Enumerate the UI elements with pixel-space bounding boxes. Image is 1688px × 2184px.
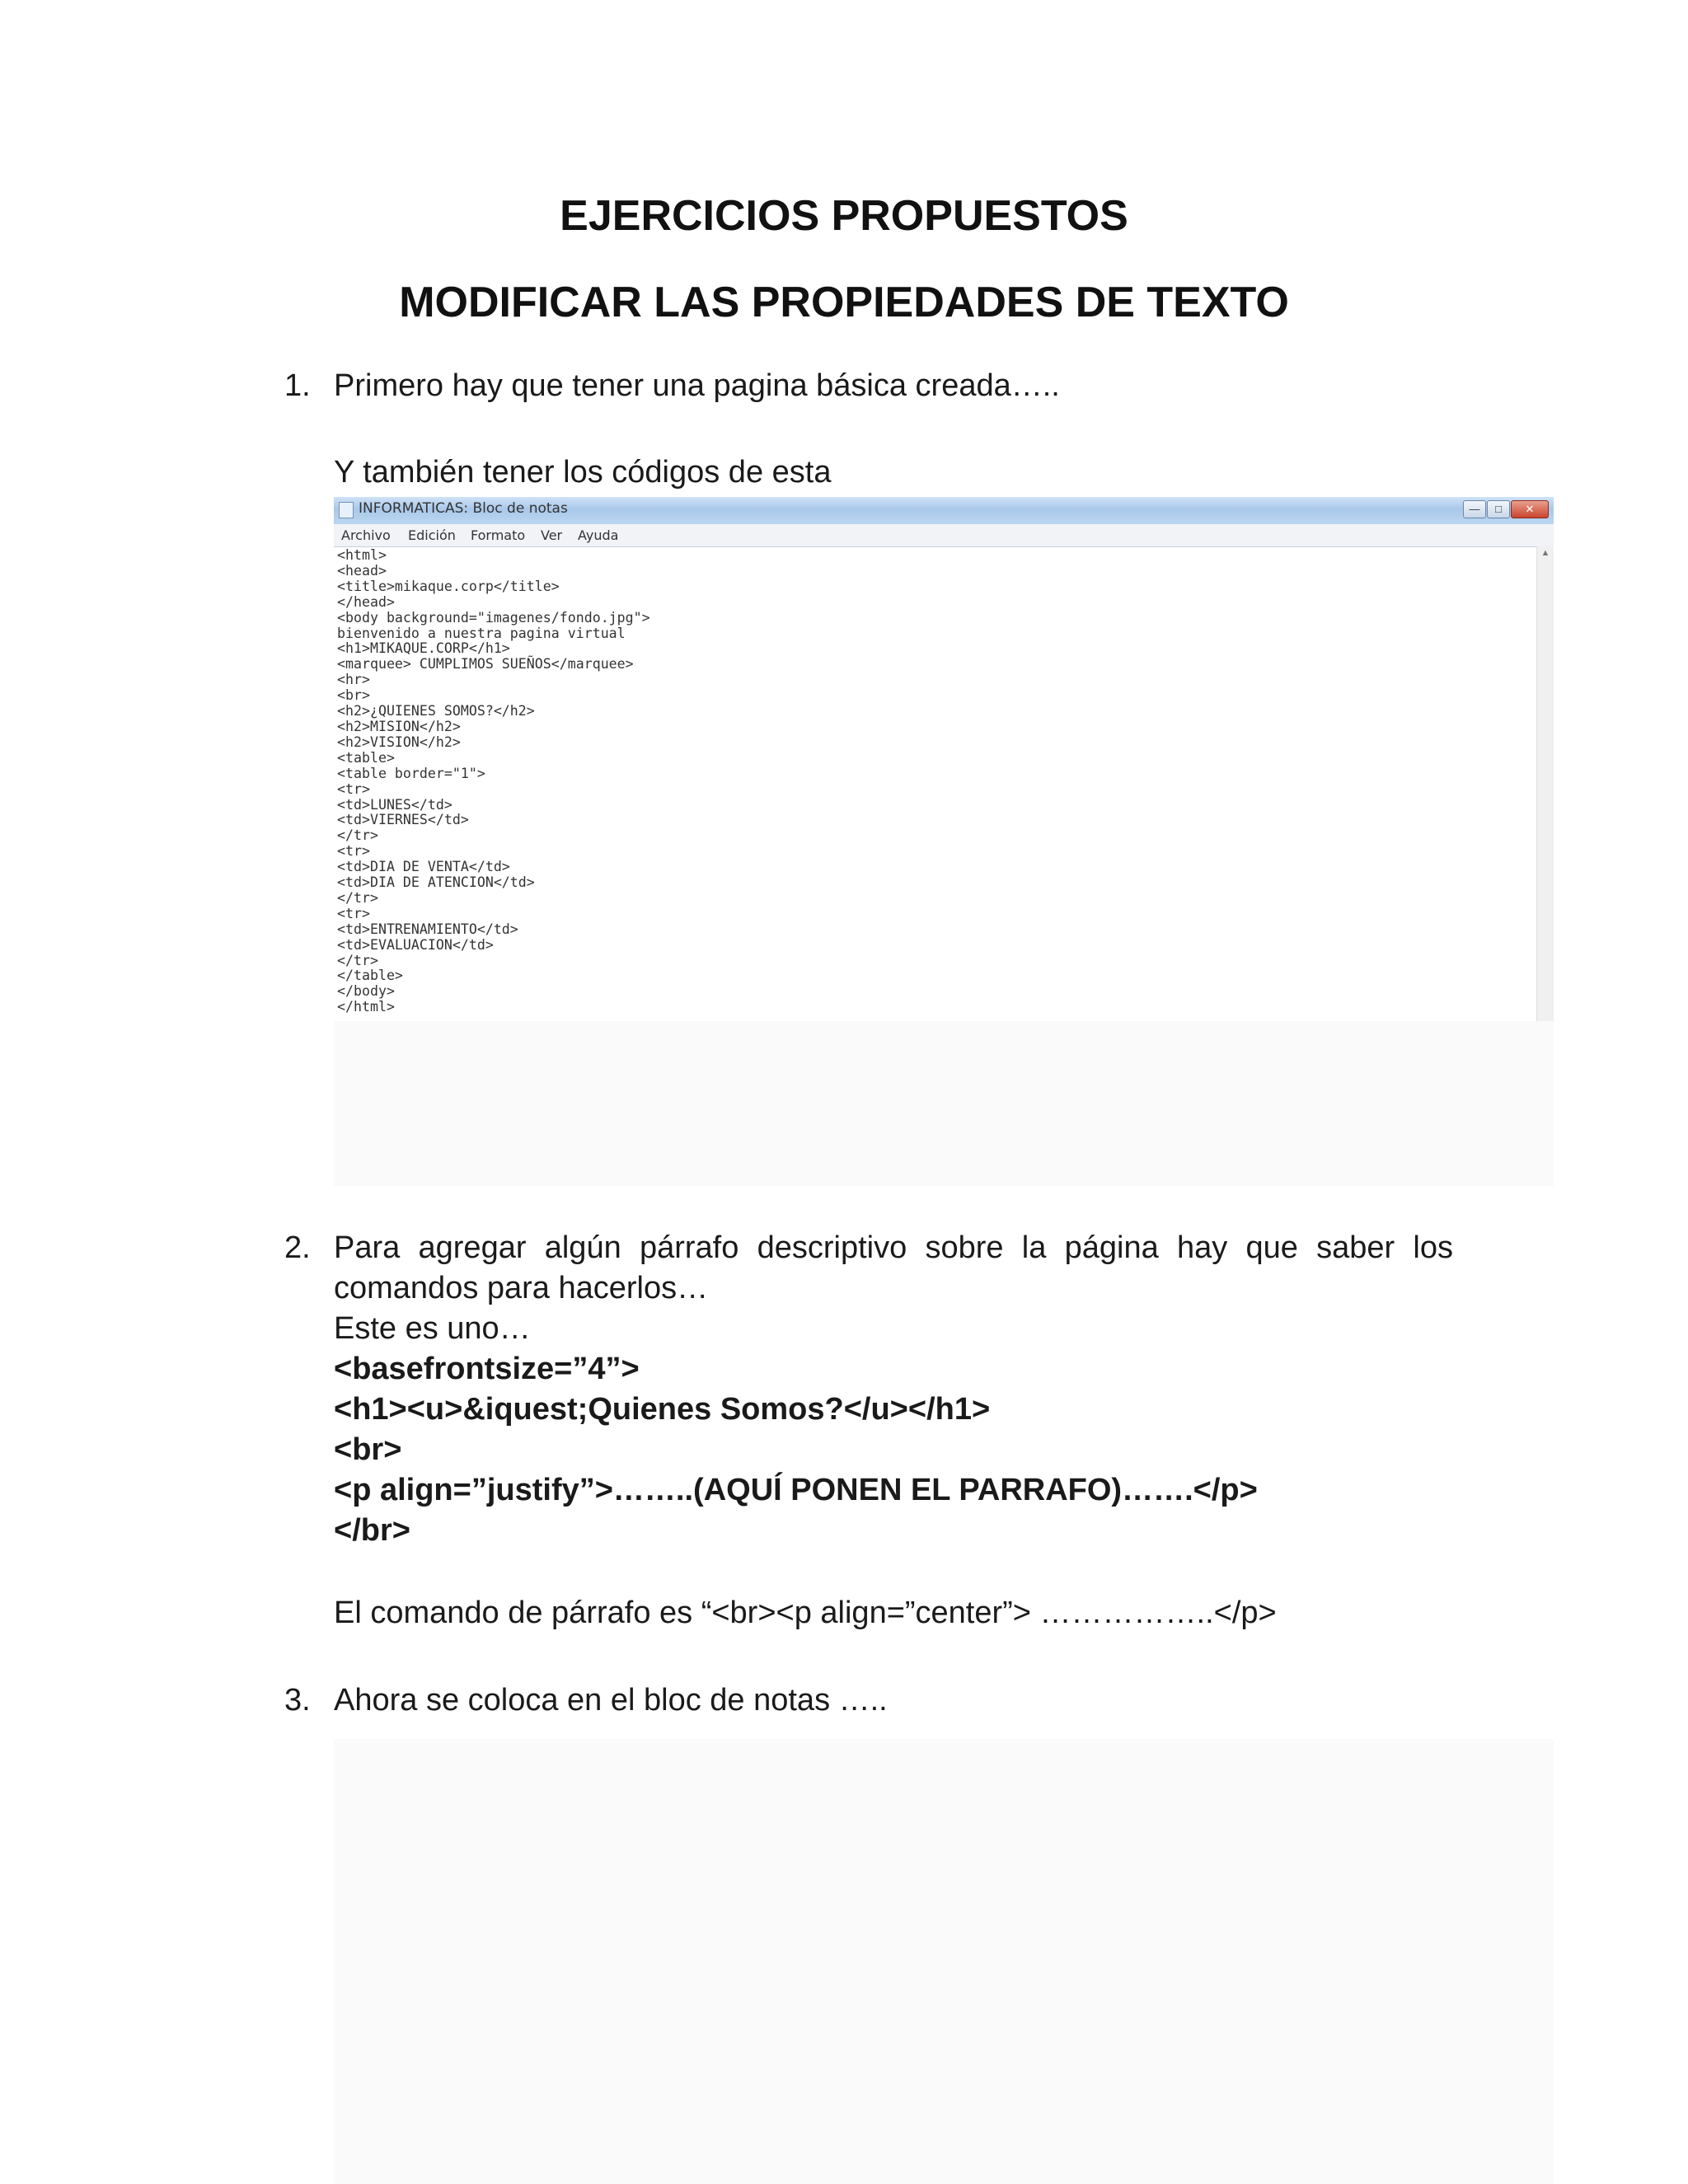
notepad-menubar	[334, 524, 1554, 547]
notepad-screenshot	[334, 497, 1554, 1021]
minimize-icon[interactable]: —	[1463, 500, 1486, 518]
close-icon[interactable]: ✕	[1511, 500, 1549, 518]
screenshot-margin	[334, 1021, 1554, 1186]
menu-archivo[interactable]: Archivo	[341, 527, 391, 543]
step-2-number: 2.	[284, 1230, 311, 1265]
notepad-scrollbar[interactable]	[1536, 546, 1554, 1021]
step-2-line-1: Para agregar algún párrafo descriptivo sobre la página hay que saber los	[334, 1230, 1453, 1265]
step-1-text: Primero hay que tener una pagina básica creada…..	[334, 368, 1060, 403]
page-title: EJERCICIOS PROPUESTOS	[560, 192, 1128, 240]
menu-ayuda[interactable]: Ayuda	[578, 527, 619, 543]
notepad-app-icon	[339, 502, 354, 518]
step-2-line-3: Este es uno…	[334, 1311, 531, 1346]
menu-formato[interactable]: Formato	[471, 527, 526, 543]
step-3-text: Ahora se coloca en el bloc de notas …..	[334, 1683, 888, 1718]
step-1-number: 1.	[284, 368, 311, 403]
bottom-image-placeholder	[334, 1739, 1554, 2184]
code-line-1: <basefrontsize=”4”>	[334, 1352, 640, 1386]
code-line-5: </br>	[334, 1513, 410, 1548]
notepad-window-title: INFORMATICAS: Bloc de notas	[359, 500, 568, 517]
code-line-2: <h1><u>&iquest;Quienes Somos?</u></h1>	[334, 1392, 991, 1427]
step-2-line-2: comandos para hacerlos…	[334, 1271, 709, 1305]
notepad-text-area[interactable]: <html> <head> <title>mikaque.corp</title> </head> <body background="imagenes/fondo.jpg"> bienvenido a nuestra pagina virtual <h1>MIKAQUE.CORP</h1> <marquee> CUMPLIMOS SUEÑOS</marquee> <hr> <br> <h2>¿QUIENES SOMOS?</h2> <h2>MISION</h2> <h2>VISION</h2> <table> <table border="1"> <tr> <td>LUNES</td> <td>VIERNES</td> </tr> <tr> <td>DIA DE VENTA</td> <td>DIA DE ATENCION</td> </tr> <tr> <td>ENTRENAMIENTO</td> <td>EVALUACION</td> </tr> </table> </body> </html>	[337, 547, 650, 1015]
menu-ver[interactable]: Ver	[541, 527, 563, 543]
menu-edicion[interactable]: Edición	[408, 527, 456, 543]
step-1-extra: Y también tener los códigos de esta	[334, 455, 832, 490]
step-2-note: El comando de párrafo es “<br><p align=”center”> ……………..</p>	[334, 1596, 1277, 1630]
scroll-up-icon[interactable]: ▲	[1540, 548, 1550, 558]
code-line-3: <br>	[334, 1432, 402, 1467]
code-line-4: <p align=”justify”>……..(AQUÍ PONEN EL PARRAFO)…….</p>	[334, 1473, 1258, 1507]
step-3-number: 3.	[284, 1683, 311, 1718]
maximize-icon[interactable]: □	[1487, 500, 1510, 518]
page-subtitle: MODIFICAR LAS PROPIEDADES DE TEXTO	[399, 279, 1289, 326]
notepad-titlebar	[334, 497, 1554, 524]
